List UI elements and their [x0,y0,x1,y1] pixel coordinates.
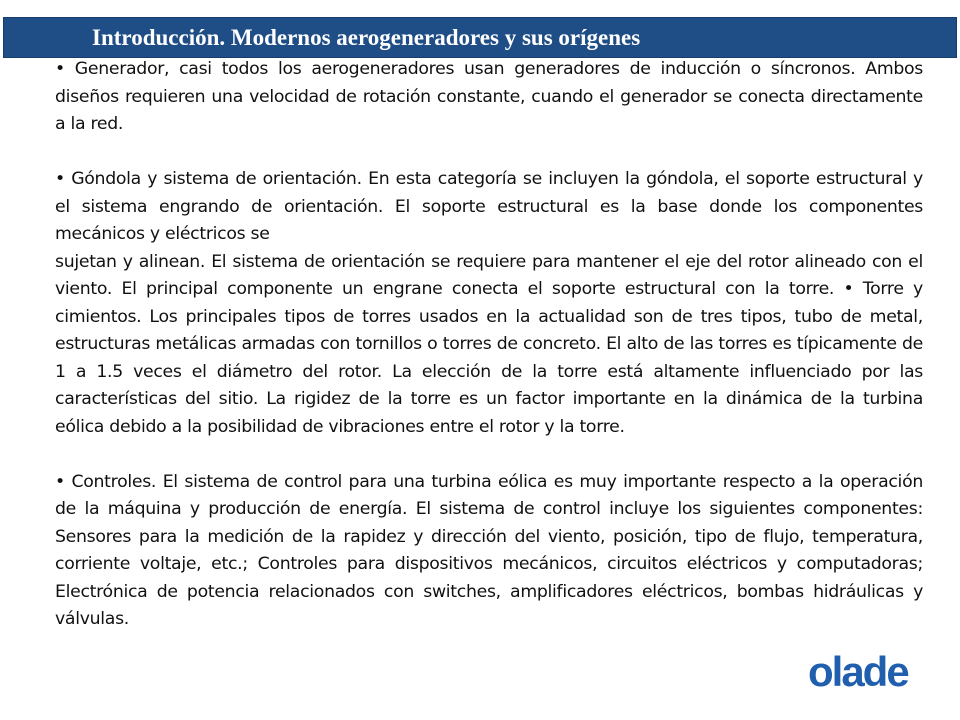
paragraph-gondola: • Góndola y sistema de orientación. En esta categoría se incluyen la góndola, el soporte estructural y el sistema engrando de orientación. El soporte estructural es la base donde los componentes mecánicos y eléctricos se [55,169,923,244]
paragraph-controles: • Controles. El sistema de control para una turbina eólica es muy importante respecto a la operación de la máquina y producción de energía. El sistema de control incluye los siguientes componentes: Sensores para la medición de la rapidez y dirección del viento, posición, tipo de flujo, temperatura, corriente voltaje, etc.; Controles para dispositivos mecánicos, circuitos eléctricos y computadoras; Electrónica de potencia relacionados con switches, amplificadores eléctricos, bombas hidráulicas y válvulas. [55,471,923,629]
paragraph-generador: • Generador, casi todos los aerogeneradores usan generadores de inducción o síncronos. Ambos diseños requieren una velocidad de rotación constante, cuando el generador se conecta directamente a la red. [55,59,923,134]
paragraph-spacer [55,441,923,469]
title-bar [3,17,957,58]
paragraph-torre: sujetan y alinean. El sistema de orientación se requiere para mantener el eje del rotor alineado con el viento. El principal componente un engrane conecta el soporte estructural con la torre. • Torre y cimientos. Los principales tipos de torres usados en la actualidad son de tres tipos, tubo de metal, estructuras metálicas armadas con tornillos o torres de concreto. El alto de las torres es típicamente de 1 a 1.5 veces el diámetro del rotor. La elección de la torre está altamente influenciado por las características del sitio. La rigidez de la torre es un factor importante en la dinámica de la turbina eólica debido a la posibilidad de vibraciones entre el rotor y la torre. [55,251,923,437]
slide-title: Introducción. Modernos aerogeneradores y sus orígenes [92,25,641,50]
slide-body [55,56,923,634]
olade-logo [807,650,929,694]
olade-logo-text: olade [808,650,908,694]
paragraph-spacer [55,139,923,167]
